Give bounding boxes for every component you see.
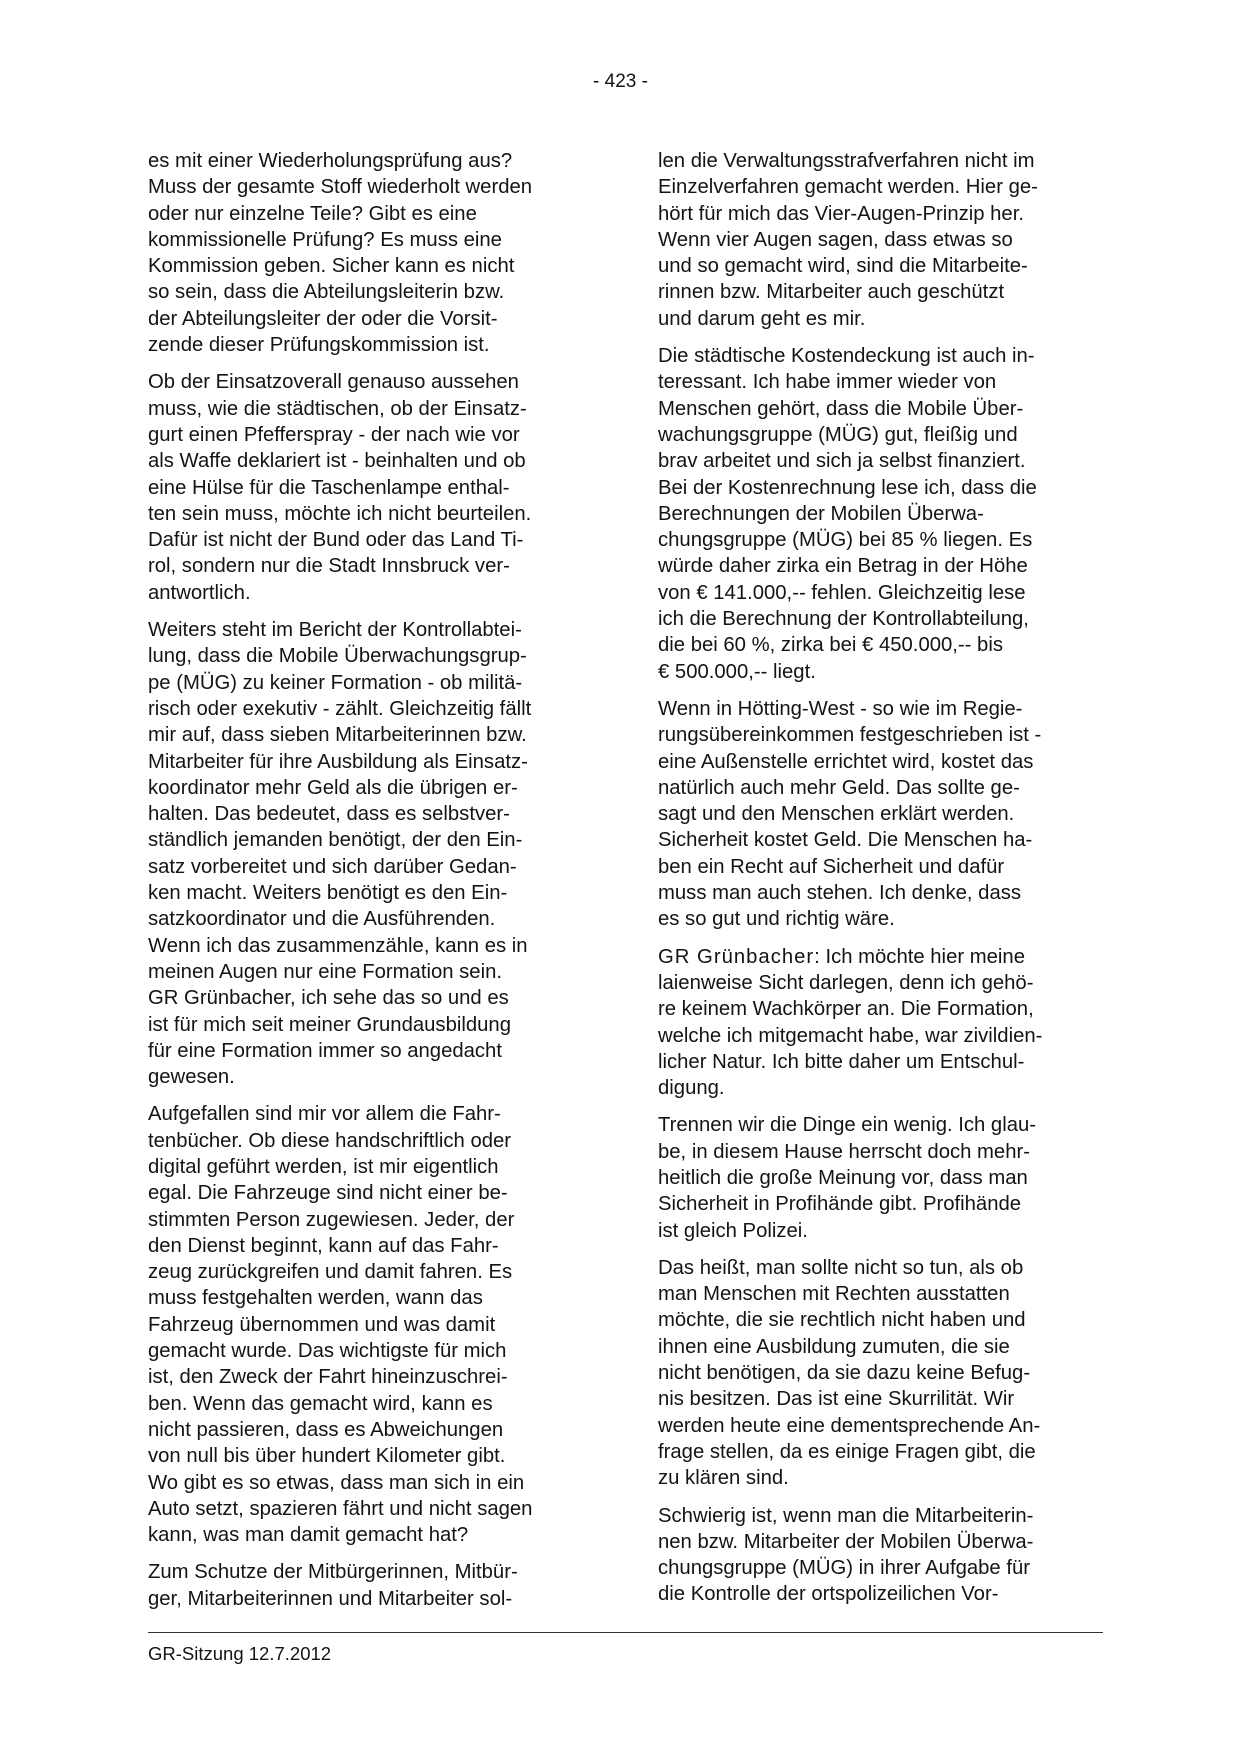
- text-line: Sicherheit kostet Geld. Die Menschen ha-: [658, 829, 1033, 852]
- text-line: Bei der Kostenrechnung lese ich, dass die: [658, 476, 1037, 499]
- text-line: Berechnungen der Mobilen Überwa-: [658, 502, 984, 525]
- text-line: ger, Mitarbeiterinnen und Mitarbeiter sol-: [148, 1587, 513, 1610]
- text-line: als Waffe deklariert ist - beinhalten und ob: [148, 450, 526, 473]
- text-line: Ob der Einsatzoverall genauso aussehen: [148, 371, 519, 394]
- text-line: Wenn in Hötting-West - so wie im Regie-: [658, 697, 1023, 720]
- text-line: brav arbeitet und sich ja selbst finanziert.: [658, 450, 1026, 473]
- text-line: nicht passieren, dass es Abweichungen: [148, 1418, 504, 1441]
- text-line: Einzelverfahren gemacht werden. Hier ge-: [658, 176, 1038, 199]
- text-line: von € 141.000,-- fehlen. Gleichzeitig lese: [658, 581, 1026, 604]
- text-line: Menschen gehört, dass die Mobile Über-: [658, 397, 1024, 420]
- text-line: teressant. Ich habe immer wieder von: [658, 371, 997, 394]
- text-line: nicht benötigen, da sie dazu keine Befug-: [658, 1362, 1031, 1385]
- text-line: Dafür ist nicht der Bund oder das Land Ti-: [148, 529, 524, 552]
- text-line: ihnen eine Ausbildung zumuten, die sie: [658, 1335, 1010, 1358]
- text-line: kann, was man damit gemacht hat?: [148, 1524, 469, 1547]
- paragraph: [148, 1101, 593, 1548]
- text-line: eine Außenstelle errichtet wird, kostet das: [658, 750, 1034, 773]
- text-line: gurt einen Pfefferspray - der nach wie vor: [148, 423, 520, 446]
- text-line: ten sein muss, möchte ich nicht beurteilen.: [148, 502, 532, 525]
- text-line: Mitarbeiter für ihre Ausbildung als Einsatz-: [148, 750, 528, 773]
- footer-divider: [148, 1632, 1103, 1633]
- text-line: ist für mich seit meiner Grundausbildung: [148, 1013, 511, 1036]
- text-line: die Kontrolle der ortspolizeilichen Vor-: [658, 1583, 999, 1606]
- text-line: ich die Berechnung der Kontrollabteilung,: [658, 608, 1029, 631]
- text-line: ken macht. Weiters benötigt es den Ein-: [148, 882, 508, 905]
- text-line: laienweise Sicht darlegen, denn ich gehö-: [658, 971, 1034, 994]
- speaker-text: Ich möchte hier meine: [819, 945, 1025, 968]
- footer-session-date: GR-Sitzung 12.7.2012: [148, 1643, 332, 1664]
- text-line: nis besitzen. Das ist eine Skurrilität. Wir: [658, 1388, 1015, 1411]
- text-line: natürlich auch mehr Geld. Das sollte ge-: [658, 776, 1020, 799]
- text-line: wachungsgruppe (MÜG) gut, fleißig und: [658, 423, 1018, 446]
- paragraph: [148, 369, 593, 606]
- text-line: es so gut und richtig wäre.: [658, 908, 895, 931]
- text-line: Zum Schutze der Mitbürgerinnen, Mitbür-: [148, 1561, 518, 1584]
- text-line: ist gleich Polizei.: [658, 1219, 808, 1242]
- text-line: der Abteilungsleiter der oder die Vorsit-: [148, 307, 498, 330]
- paragraph: [658, 1112, 1103, 1243]
- text-line: welche ich mitgemacht habe, war zivildien-: [658, 1024, 1043, 1047]
- text-line: Wenn ich das zusammenzähle, kann es in: [148, 934, 528, 957]
- text-line: zu klären sind.: [658, 1467, 789, 1490]
- text-line: gewesen.: [148, 1066, 235, 1089]
- text-line: hört für mich das Vier-Augen-Prinzip her.: [658, 202, 1024, 225]
- text-line: Wenn vier Augen sagen, dass etwas so: [658, 228, 1013, 251]
- text-line: Weiters steht im Bericht der Kontrollabtei-: [148, 619, 522, 642]
- text-line: € 500.000,-- liegt.: [658, 660, 816, 683]
- text-line: muss festgehalten werden, wann das: [148, 1287, 483, 1310]
- text-line: lung, dass die Mobile Überwachungsgrup-: [148, 645, 527, 668]
- paragraph: [658, 696, 1103, 933]
- text-line: ben ein Recht auf Sicherheit und dafür: [658, 855, 1005, 878]
- text-line: pe (MÜG) zu keiner Formation - ob militä-: [148, 671, 523, 694]
- text-line: licher Natur. Ich bitte daher um Entschul-: [658, 1050, 1025, 1073]
- text-line: gemacht wurde. Das wichtigste für mich: [148, 1340, 507, 1363]
- text-line: len die Verwaltungsstrafverfahren nicht im: [658, 150, 1035, 172]
- text-line: koordinator mehr Geld als die übrigen er-: [148, 776, 518, 799]
- left-text-column: [148, 148, 593, 1623]
- text-line: chungsgruppe (MÜG) bei 85 % liegen. Es: [658, 529, 1033, 552]
- text-line: Wo gibt es so etwas, dass man sich in ein: [148, 1471, 525, 1494]
- text-line: die bei 60 %, zirka bei € 450.000,-- bis: [658, 634, 1003, 657]
- text-line: Auto setzt, spazieren fährt und nicht sagen: [148, 1497, 533, 1520]
- text-line: eine Hülse für die Taschenlampe enthal-: [148, 476, 510, 499]
- paragraph: [148, 617, 593, 1090]
- text-line: Schwierig ist, wenn man die Mitarbeiterin-: [658, 1504, 1034, 1527]
- text-line: re keinem Wachkörper an. Die Formation,: [658, 998, 1034, 1021]
- speaker-colon: :: [814, 945, 820, 968]
- text-line: Die städtische Kostendeckung ist auch in-: [658, 345, 1035, 368]
- speaker-name: GR Grünbacher: [658, 945, 815, 968]
- paragraph: [658, 1503, 1103, 1608]
- text-line: ist, den Zweck der Fahrt hineinzuschrei-: [148, 1366, 508, 1389]
- text-line: muss, wie die städtischen, ob der Einsatz-: [148, 397, 527, 420]
- text-line: Muss der gesamte Stoff wiederholt werden: [148, 176, 533, 199]
- text-line: Das heißt, man sollte nicht so tun, als ob: [658, 1256, 1024, 1279]
- text-line: muss man auch stehen. Ich denke, dass: [658, 882, 1022, 905]
- text-line: antwortlich.: [148, 581, 251, 604]
- paragraph: [148, 1559, 593, 1612]
- text-line: sagt und den Menschen erklärt werden.: [658, 803, 1015, 826]
- text-line: und darum geht es mir.: [658, 307, 866, 330]
- text-line: kommissionelle Prüfung? Es muss eine: [148, 228, 502, 251]
- text-line: rungsübereinkommen festgeschrieben ist -: [658, 724, 1042, 747]
- paragraph: [658, 148, 1103, 332]
- text-line: digital geführt werden, ist mir eigentlich: [148, 1155, 499, 1178]
- text-line: heitlich die große Meinung vor, dass man: [658, 1166, 1028, 1189]
- speaker-paragraph: [658, 944, 1103, 1102]
- text-line: tenbücher. Ob diese handschriftlich oder: [148, 1129, 512, 1152]
- text-line: rinnen bzw. Mitarbeiter auch geschützt: [658, 281, 1005, 304]
- text-line: Fahrzeug übernommen und was damit: [148, 1313, 496, 1336]
- text-line: frage stellen, da es einige Fragen gibt, die: [658, 1440, 1036, 1463]
- text-line: Sicherheit in Profihände gibt. Profihände: [658, 1193, 1022, 1216]
- text-line: Aufgefallen sind mir vor allem die Fahr-: [148, 1103, 501, 1126]
- text-line: chungsgruppe (MÜG) in ihrer Aufgabe für: [658, 1557, 1031, 1580]
- text-line: egal. Die Fahrzeuge sind nicht einer be-: [148, 1182, 508, 1205]
- text-line: den Dienst beginnt, kann auf das Fahr-: [148, 1234, 499, 1257]
- text-line: man Menschen mit Rechten ausstatten: [658, 1283, 1010, 1306]
- text-line: satzkoordinator und die Ausführenden.: [148, 908, 496, 931]
- text-line: Kommission geben. Sicher kann es nicht: [148, 255, 515, 278]
- text-line: und so gemacht wird, sind die Mitarbeite-: [658, 255, 1028, 278]
- text-line: mir auf, dass sieben Mitarbeiterinnen bzw.: [148, 724, 527, 747]
- text-line: halten. Das bedeutet, dass es selbstver-: [148, 803, 510, 826]
- paragraph: [658, 343, 1103, 685]
- text-line: ben. Wenn das gemacht wird, kann es: [148, 1392, 493, 1415]
- page-number: - 423 -: [593, 71, 648, 92]
- text-line: so sein, dass die Abteilungsleiterin bzw.: [148, 281, 505, 304]
- text-line: meinen Augen nur eine Formation sein.: [148, 960, 503, 983]
- text-line: es mit einer Wiederholungsprüfung aus?: [148, 150, 513, 172]
- text-line: würde daher zirka ein Betrag in der Höhe: [658, 555, 1028, 578]
- text-line: risch oder exekutiv - zählt. Gleichzeitig fällt: [148, 697, 532, 720]
- text-line: stimmten Person zugewiesen. Jeder, der: [148, 1208, 515, 1231]
- text-line: satz vorbereitet und sich darüber Gedan-: [148, 855, 517, 878]
- text-line: GR Grünbacher, ich sehe das so und es: [148, 987, 509, 1010]
- text-line: werden heute eine dementsprechende An-: [658, 1414, 1041, 1437]
- text-line: oder nur einzelne Teile? Gibt es eine: [148, 202, 477, 225]
- text-line: rol, sondern nur die Stadt Innsbruck ver-: [148, 555, 510, 578]
- paragraph: [658, 1255, 1103, 1492]
- text-line: zeug zurückgreifen und damit fahren. Es: [148, 1261, 513, 1284]
- right-text-column: [658, 148, 1103, 1619]
- text-line: von null bis über hundert Kilometer gibt.: [148, 1445, 506, 1468]
- text-line: möchte, die sie rechtlich nicht haben und: [658, 1309, 1026, 1332]
- text-line: nen bzw. Mitarbeiter der Mobilen Überwa-: [658, 1530, 1034, 1553]
- text-line: Trennen wir die Dinge ein wenig. Ich glau-: [658, 1114, 1037, 1137]
- text-line: für eine Formation immer so angedacht: [148, 1039, 502, 1062]
- text-line: digung.: [658, 1077, 725, 1100]
- text-line: zende dieser Prüfungskommission ist.: [148, 334, 490, 357]
- text-line: be, in diesem Hause herrscht doch mehr-: [658, 1140, 1030, 1163]
- text-line: [658, 944, 1103, 970]
- paragraph: [148, 148, 593, 358]
- text-line: ständlich jemanden benötigt, der den Ein-: [148, 829, 523, 852]
